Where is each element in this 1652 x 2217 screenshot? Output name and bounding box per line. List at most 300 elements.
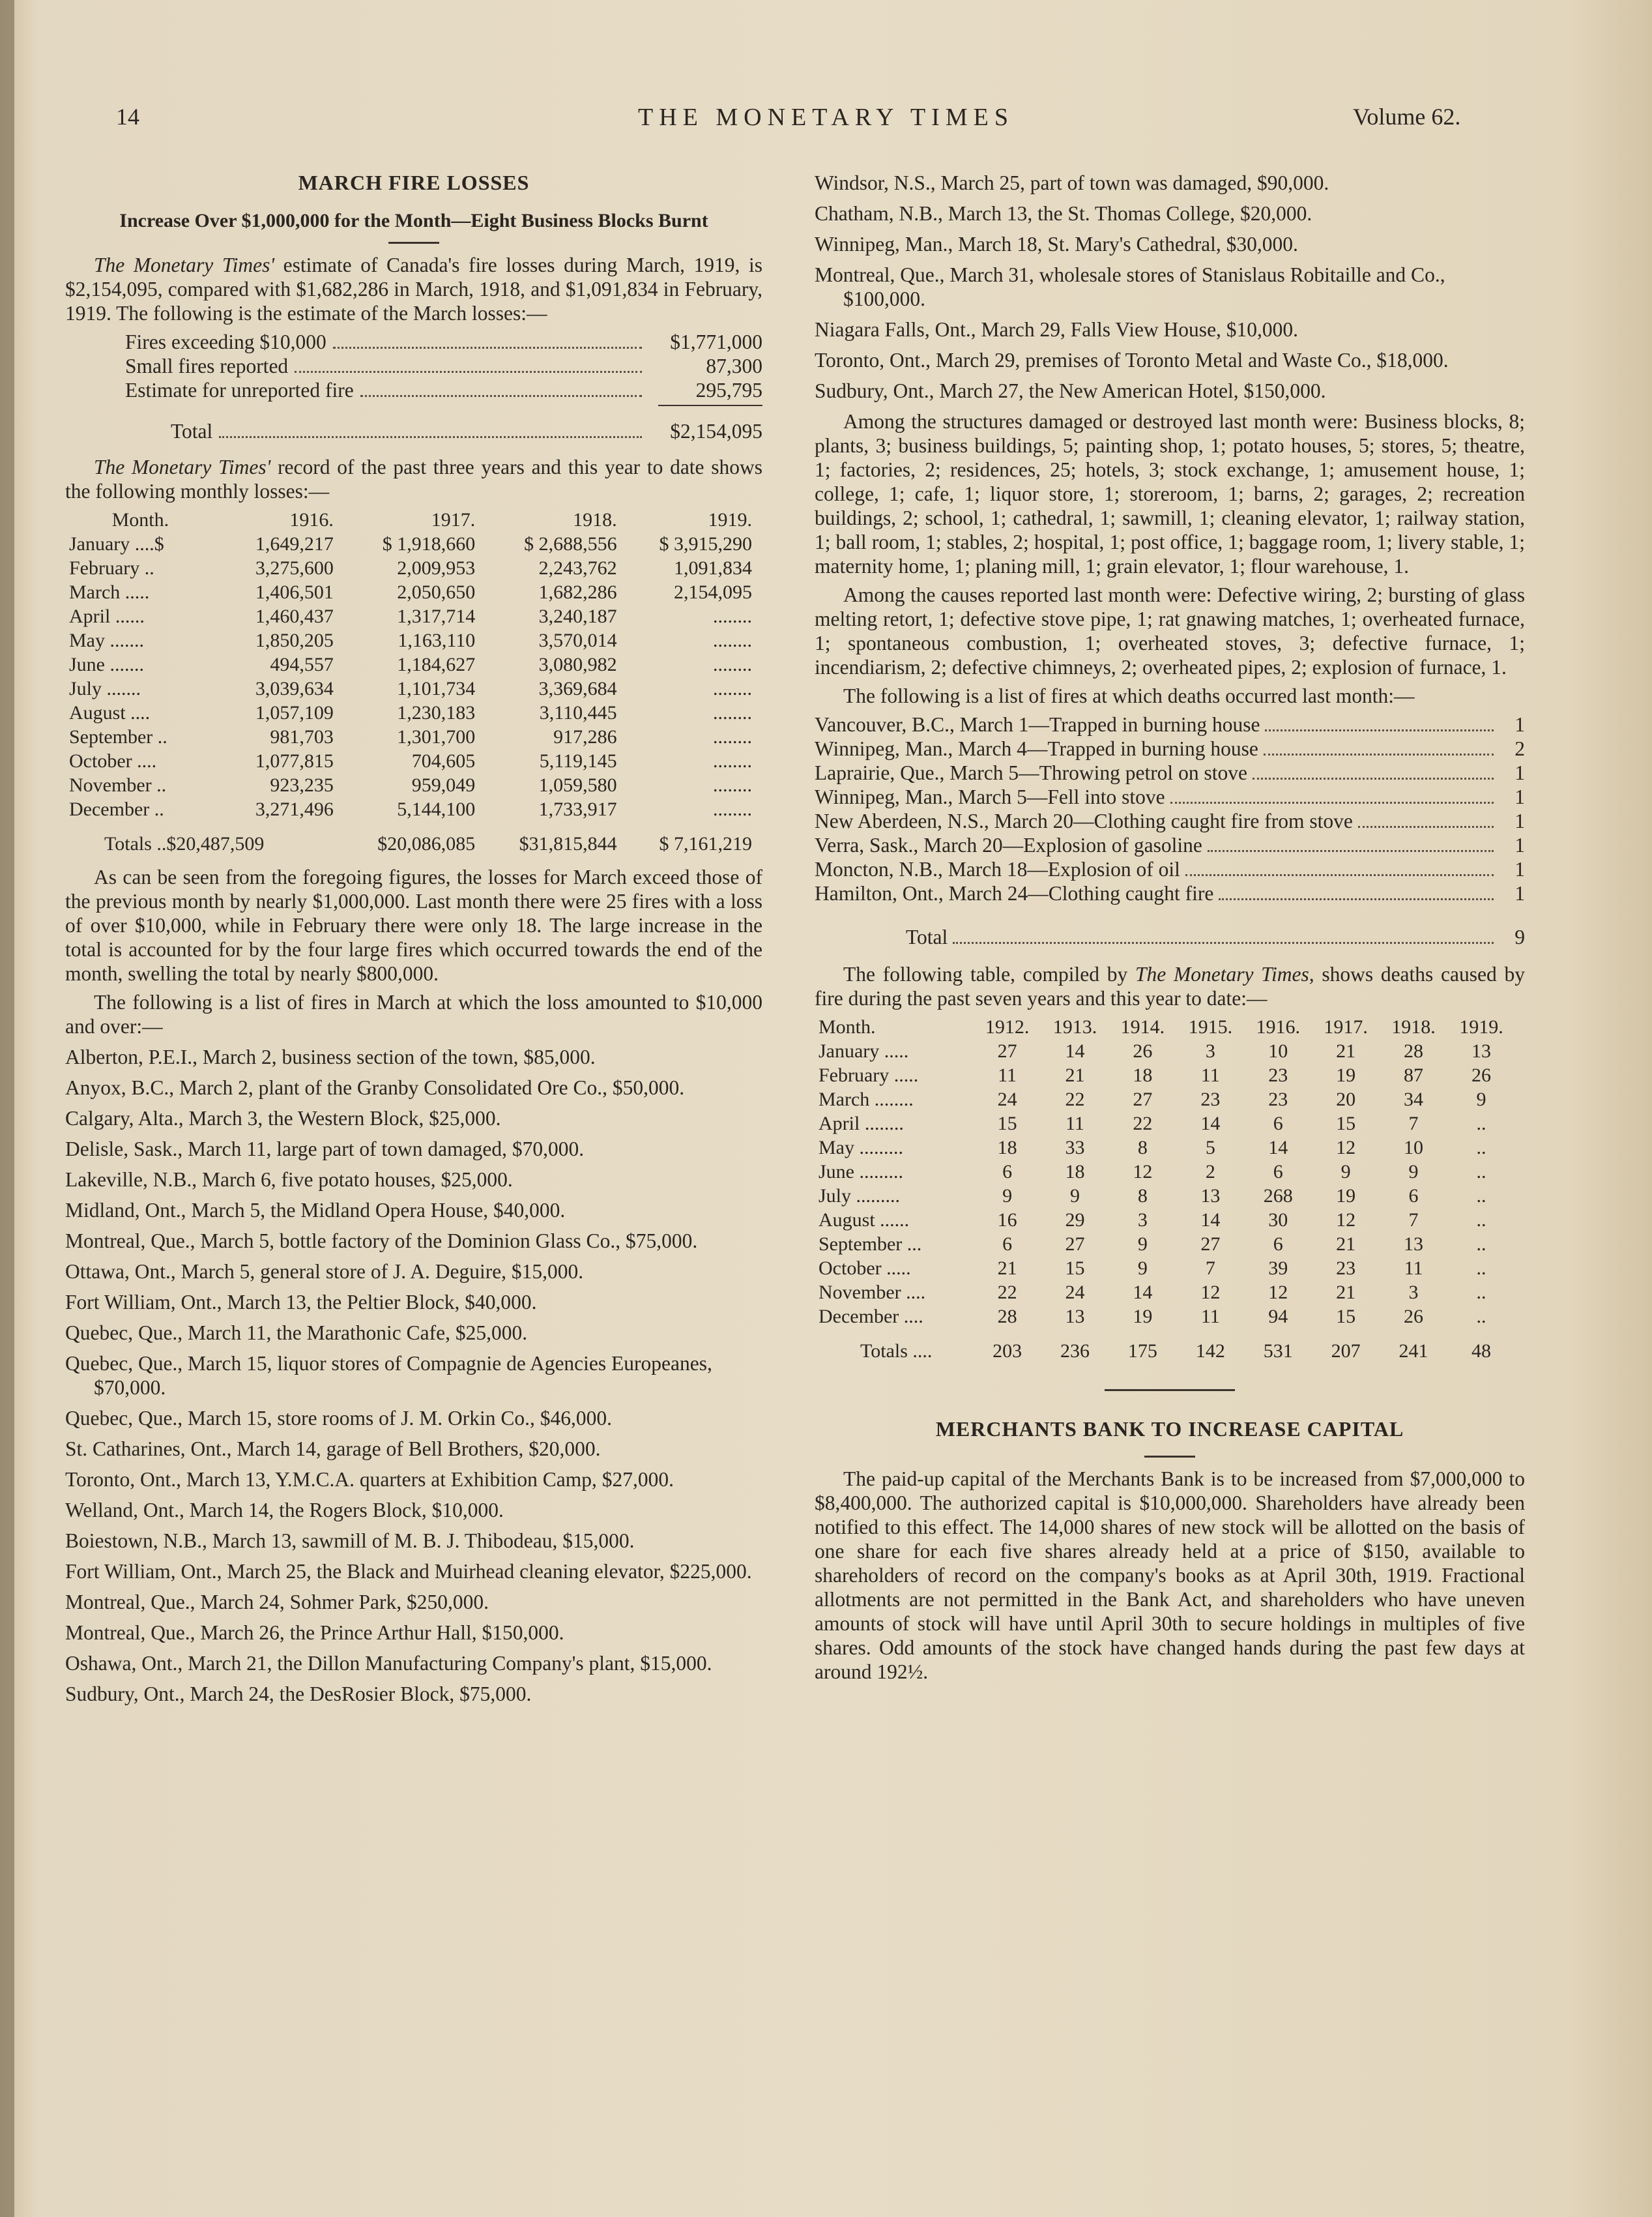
table-row bbox=[65, 797, 756, 821]
table-cell: 16 bbox=[997, 1209, 1017, 1231]
death-description: Winnipeg, Man., March 4—Trapped in burning house bbox=[815, 737, 1258, 760]
list-item: Midland, Ont., March 5, the Midland Opera House, $40,000. bbox=[65, 1199, 566, 1222]
table-cell: 27 bbox=[1200, 1233, 1221, 1255]
table-cell: .. bbox=[1476, 1161, 1486, 1182]
table-cell: March ........ bbox=[819, 1089, 914, 1110]
totals-row bbox=[815, 1329, 1515, 1363]
death-count: 1 bbox=[1514, 785, 1525, 808]
table-cell: 21 bbox=[1336, 1040, 1356, 1062]
table-cell: 1,460,437 bbox=[255, 606, 334, 627]
table-cell: 3,369,684 bbox=[538, 678, 617, 699]
list-item: Welland, Ont., March 14, the Rogers Block, $10,000. bbox=[65, 1499, 504, 1521]
death-entry bbox=[815, 881, 1525, 905]
table-cell: 12 bbox=[1336, 1209, 1356, 1231]
column-header: 1916. bbox=[289, 509, 334, 531]
table-cell: 2,050,650 bbox=[397, 581, 476, 603]
death-description: Moncton, N.B., March 18—Explosion of oil bbox=[815, 858, 1180, 881]
table-row bbox=[815, 1256, 1515, 1280]
table-row bbox=[815, 1111, 1515, 1136]
estimate-amount: 87,300 bbox=[706, 355, 762, 377]
estimate-total: Total $2,154,095 bbox=[171, 420, 762, 443]
table-cell: 20 bbox=[1336, 1089, 1356, 1110]
table-cell: $ 3,915,290 bbox=[659, 533, 752, 555]
list-item: Montreal, Que., March 26, the Prince Arthur Hall, $150,000. bbox=[65, 1621, 564, 1644]
column-header: Month. bbox=[819, 1016, 876, 1038]
table-cell: 13 bbox=[1065, 1306, 1085, 1327]
list-item: Quebec, Que., March 15, liquor stores of Compagnie de Agencies Europeanes, $70,000. bbox=[65, 1352, 712, 1399]
column-header: Month. bbox=[111, 509, 169, 531]
table-cell: 23 bbox=[1268, 1089, 1288, 1110]
list-item: Montreal, Que., March 31, wholesale stores of Stanislaus Robitaille and Co., $100,000. bbox=[815, 263, 1445, 310]
dot-leader bbox=[1185, 874, 1494, 876]
totals-cell: 531 bbox=[1263, 1340, 1293, 1362]
table-cell: 19 bbox=[1336, 1185, 1356, 1207]
death-entry bbox=[815, 761, 1525, 785]
list-item: Quebec, Que., March 11, the Marathonic Cafe, $25,000. bbox=[65, 1321, 528, 1344]
estimate-amount: $1,771,000 bbox=[670, 330, 762, 353]
estimate-row bbox=[125, 378, 762, 402]
list-item: Ottawa, Ont., March 5, general store of J. A. Deguire, $15,000. bbox=[65, 1260, 584, 1283]
table-cell: May ......... bbox=[819, 1137, 903, 1158]
dot-leader bbox=[1208, 850, 1494, 852]
table-cell: November .... bbox=[819, 1282, 926, 1303]
table-cell: 18 bbox=[1065, 1161, 1085, 1182]
totals-cell: $31,815,844 bbox=[519, 833, 617, 855]
table-cell: 2,243,762 bbox=[538, 557, 617, 579]
table-cell: ........ bbox=[713, 606, 752, 627]
column-header: 1917. bbox=[1324, 1016, 1368, 1038]
table-cell: August ...... bbox=[819, 1209, 910, 1231]
table-cell: 18 bbox=[1133, 1064, 1153, 1086]
table-cell: 3 bbox=[1408, 1282, 1419, 1303]
table-cell: July ....... bbox=[69, 678, 141, 699]
table-cell: 3,240,187 bbox=[538, 606, 617, 627]
table-cell: 1,184,627 bbox=[397, 654, 476, 675]
totals-cell: 203 bbox=[993, 1340, 1022, 1362]
column-header: 1913. bbox=[1052, 1016, 1097, 1038]
table-cell: ........ bbox=[713, 678, 752, 699]
table-cell: 23 bbox=[1200, 1089, 1221, 1110]
table-cell: December .... bbox=[819, 1306, 923, 1327]
list-item: Sudbury, Ont., March 24, the DesRosier Block, $75,000. bbox=[65, 1682, 532, 1705]
death-count: 1 bbox=[1514, 858, 1525, 881]
table-row bbox=[65, 532, 756, 556]
article-title: MARCH FIRE LOSSES bbox=[298, 171, 530, 194]
table-cell: 14 bbox=[1200, 1113, 1221, 1134]
table-row bbox=[815, 1304, 1515, 1329]
dot-leader bbox=[333, 347, 642, 349]
column-header: 1917. bbox=[431, 509, 476, 531]
table-cell: 34 bbox=[1404, 1089, 1424, 1110]
table-cell: 704,605 bbox=[411, 750, 476, 772]
totals-cell: 207 bbox=[1331, 1340, 1361, 1362]
table-cell: 27 bbox=[1065, 1233, 1085, 1255]
table-row bbox=[815, 1087, 1515, 1111]
table-cell: 1,317,714 bbox=[397, 606, 476, 627]
deaths-total: Total 9 bbox=[906, 926, 1525, 948]
table-cell: .. bbox=[1476, 1282, 1486, 1303]
table-cell: 923,235 bbox=[270, 774, 334, 796]
table-cell: May ....... bbox=[69, 630, 144, 651]
table-row bbox=[65, 725, 756, 749]
table-cell: November .. bbox=[69, 774, 167, 796]
table-cell: 2,009,953 bbox=[397, 557, 476, 579]
masthead: THE MONETARY TIMES bbox=[638, 104, 1014, 131]
table-cell: 9 bbox=[1408, 1161, 1419, 1182]
table-row bbox=[65, 628, 756, 653]
table-cell: June ....... bbox=[69, 654, 144, 675]
table-cell: 22 bbox=[1065, 1089, 1085, 1110]
list-item: Winnipeg, Man., March 18, St. Mary's Cathedral, $30,000. bbox=[815, 233, 1298, 256]
table-cell: .. bbox=[1476, 1113, 1486, 1134]
list-item: Lakeville, N.B., March 6, five potato houses, $25,000. bbox=[65, 1168, 513, 1191]
totals-row bbox=[65, 821, 756, 856]
volume-label: Volume 62. bbox=[1353, 104, 1461, 130]
table-cell: 15 bbox=[1336, 1113, 1356, 1134]
table-row bbox=[65, 604, 756, 628]
dot-leader bbox=[1358, 826, 1494, 828]
table-cell: 5,144,100 bbox=[397, 799, 476, 820]
column-header: 1915. bbox=[1188, 1016, 1233, 1038]
totals-cell: $ 7,161,219 bbox=[659, 833, 752, 855]
death-description: Vancouver, B.C., March 1—Trapped in burning house bbox=[815, 713, 1260, 736]
table-cell: 14 bbox=[1200, 1209, 1221, 1231]
list-item: Oshawa, Ont., March 21, the Dillon Manufacturing Company's plant, $15,000. bbox=[65, 1652, 712, 1675]
dot-leader bbox=[1264, 754, 1494, 756]
table-cell: June ......... bbox=[819, 1161, 903, 1182]
table-cell: October ..... bbox=[819, 1257, 911, 1279]
table-cell: 1,649,217 bbox=[255, 533, 334, 555]
table-cell: 3 bbox=[1205, 1040, 1215, 1062]
table-row bbox=[815, 1208, 1515, 1232]
table-cell: 19 bbox=[1133, 1306, 1153, 1327]
death-entry bbox=[815, 809, 1525, 833]
list-item: Fort William, Ont., March 13, the Peltier Block, $40,000. bbox=[65, 1291, 537, 1314]
table-cell: $ 2,688,556 bbox=[524, 533, 617, 555]
table-cell: January ....$ bbox=[69, 533, 164, 555]
list-item: Chatham, N.B., March 13, the St. Thomas College, $20,000. bbox=[815, 202, 1312, 225]
table-cell: October .... bbox=[69, 750, 157, 772]
table-cell: .. bbox=[1476, 1185, 1486, 1207]
table-row bbox=[815, 1232, 1515, 1256]
column-header: 1919. bbox=[1459, 1016, 1503, 1038]
list-item: Anyox, B.C., March 2, plant of the Granby Consolidated Ore Co., $50,000. bbox=[65, 1076, 685, 1099]
estimate-list bbox=[65, 330, 762, 443]
table-cell: 23 bbox=[1336, 1257, 1356, 1279]
table-cell: 3,039,634 bbox=[255, 678, 334, 699]
table-cell: 5,119,145 bbox=[539, 750, 617, 772]
table-cell: ........ bbox=[713, 630, 752, 651]
table-cell: 268 bbox=[1263, 1185, 1293, 1207]
table-cell: 21 bbox=[1065, 1064, 1085, 1086]
table-cell: 6 bbox=[1002, 1161, 1013, 1182]
table-cell: 14 bbox=[1065, 1040, 1085, 1062]
table-cell: 9 bbox=[1002, 1185, 1013, 1207]
table-cell: 15 bbox=[1336, 1306, 1356, 1327]
totals-cell: $20,086,085 bbox=[377, 833, 476, 855]
table-cell: 1,091,834 bbox=[674, 557, 752, 579]
table-cell: .. bbox=[1476, 1306, 1486, 1327]
dot-leader bbox=[1253, 778, 1494, 780]
table-cell: 6 bbox=[1273, 1161, 1283, 1182]
list-item: Fort William, Ont., March 25, the Black and Muirhead cleaning elevator, $225,000. bbox=[65, 1560, 752, 1583]
estimate-amount: 295,795 bbox=[695, 379, 762, 402]
table-cell: .. bbox=[1476, 1137, 1486, 1158]
table-cell: 1,057,109 bbox=[255, 702, 334, 724]
table-cell: 1,101,734 bbox=[397, 678, 476, 699]
table-cell: 27 bbox=[997, 1040, 1017, 1062]
table-cell: 959,049 bbox=[411, 774, 476, 796]
table-cell: 28 bbox=[1404, 1040, 1424, 1062]
divider bbox=[1144, 1456, 1195, 1458]
death-description: Hamilton, Ont., March 24—Clothing caught fire bbox=[815, 882, 1214, 905]
table-cell: ........ bbox=[713, 654, 752, 675]
right-column bbox=[815, 171, 1525, 1688]
column-header: 1919. bbox=[708, 509, 752, 531]
table-cell: .. bbox=[1476, 1233, 1486, 1255]
list-item: Windsor, N.S., March 25, part of town was damaged, $90,000. bbox=[815, 171, 1329, 194]
table-cell: 9 bbox=[1070, 1185, 1080, 1207]
table-cell: 24 bbox=[1065, 1282, 1085, 1303]
table-cell: 7 bbox=[1408, 1209, 1419, 1231]
table-cell: 12 bbox=[1336, 1137, 1356, 1158]
table-cell: 11 bbox=[1200, 1064, 1220, 1086]
death-count: 1 bbox=[1514, 882, 1525, 905]
seven-years-paragraph: The following table, compiled by The Monetary Times, shows deaths caused by fire during the past seven years and this year to date:— bbox=[815, 963, 1525, 1010]
record-paragraph: The Monetary Times' record of the past three years and this year to date shows the following monthly losses:— bbox=[65, 456, 762, 503]
table-cell: 3,110,445 bbox=[539, 702, 617, 724]
table-cell: .. bbox=[1476, 1209, 1486, 1231]
table-cell: 6 bbox=[1002, 1233, 1013, 1255]
death-entry bbox=[815, 785, 1525, 809]
death-entry bbox=[815, 737, 1525, 761]
table-cell: January ..... bbox=[819, 1040, 909, 1062]
table-cell: 1,733,917 bbox=[538, 799, 617, 820]
table-cell: ........ bbox=[713, 726, 752, 748]
table-row bbox=[65, 580, 756, 604]
death-count: 1 bbox=[1514, 834, 1525, 857]
estimate-label: Estimate for unreported fire bbox=[125, 379, 354, 402]
table-cell: 1,077,815 bbox=[255, 750, 334, 772]
table-cell: 12 bbox=[1200, 1282, 1221, 1303]
article2-body: The paid-up capital of the Merchants Bank is to be increased from $7,000,000 to $8,400,000. The authorized capital is $10,000,000. Shareholders have already been notified to this effect. The 14,000 shares of new stock will be allotted on the basis of one share for each five shares already held at a price of $150, available to shareholders of record on the company's books as at April 30th, 1919. Fractional allotments are not permitted in the Bank Act, and shareholders who have uneven amounts of stock will have until April 30th to secure holdings in multiples of five shares. Odd amounts of the stock have changed hands during the past few days at around 192½. bbox=[815, 1467, 1525, 1683]
table-row bbox=[815, 1280, 1515, 1304]
table-cell: 9 bbox=[1137, 1257, 1148, 1279]
table-cell: 494,557 bbox=[270, 654, 334, 675]
table-cell: 87 bbox=[1404, 1064, 1424, 1086]
fires-list bbox=[65, 1045, 762, 1706]
causes-paragraph: Among the causes reported last month were: Defective wiring, 2; bursting of glass melting retort, 1; defective stove pipe, 1; rat gnawing matches, 1; overheated furnace, 1; spontaneous combustion, 1; overheated stoves, 3; defective furnace, 1; incendiarism, 2; defective chimneys, 2; overheated pipes, 2; explosion of furnace, 1. bbox=[815, 583, 1525, 679]
table-cell: 27 bbox=[1133, 1089, 1153, 1110]
table-cell: 981,703 bbox=[270, 726, 334, 748]
list-item: Quebec, Que., March 15, store rooms of J. M. Orkin Co., $46,000. bbox=[65, 1407, 612, 1430]
table-cell: 7 bbox=[1205, 1257, 1215, 1279]
list-item: Niagara Falls, Ont., March 29, Falls View House, $10,000. bbox=[815, 318, 1299, 341]
estimate-label: Fires exceeding $10,000 bbox=[125, 330, 326, 353]
table-cell: 6 bbox=[1273, 1113, 1283, 1134]
totals-cell: 142 bbox=[1195, 1340, 1225, 1362]
table-cell: 23 bbox=[1268, 1064, 1288, 1086]
table-cell: 39 bbox=[1268, 1257, 1288, 1279]
table-cell: 1,850,205 bbox=[255, 630, 334, 651]
table-cell: .. bbox=[1476, 1257, 1486, 1279]
death-entry bbox=[815, 712, 1525, 737]
deaths-intro: The following is a list of fires at which deaths occurred last month:— bbox=[843, 684, 1415, 707]
table-cell: 21 bbox=[997, 1257, 1017, 1279]
table-cell: 3,570,014 bbox=[538, 630, 617, 651]
table-cell: 29 bbox=[1065, 1209, 1085, 1231]
table-cell: 13 bbox=[1200, 1185, 1221, 1207]
table-cell: 13 bbox=[1471, 1040, 1491, 1062]
table-row bbox=[815, 1063, 1515, 1087]
table-cell: August .... bbox=[69, 702, 151, 724]
table-cell: 22 bbox=[997, 1282, 1017, 1303]
death-count: 1 bbox=[1514, 713, 1525, 736]
table-cell: ........ bbox=[713, 774, 752, 796]
table-cell: 11 bbox=[1404, 1257, 1423, 1279]
table-cell: 26 bbox=[1133, 1040, 1153, 1062]
table-cell: 18 bbox=[997, 1137, 1017, 1158]
table-cell: 1,406,501 bbox=[255, 581, 334, 603]
estimate-row bbox=[125, 330, 762, 354]
table-row bbox=[65, 773, 756, 797]
totals-cell: 175 bbox=[1127, 1340, 1157, 1362]
total-rule bbox=[658, 405, 762, 406]
deaths-list bbox=[815, 712, 1525, 905]
table-cell: September ... bbox=[819, 1233, 922, 1255]
table-cell: April ...... bbox=[69, 606, 145, 627]
table-cell: 9 bbox=[1476, 1089, 1486, 1110]
table-row bbox=[65, 677, 756, 701]
list-item: Alberton, P.E.I., March 2, business section of the town, $85,000. bbox=[65, 1046, 596, 1068]
column-header: 1916. bbox=[1256, 1016, 1300, 1038]
table-cell: 3,275,600 bbox=[255, 557, 334, 579]
table-cell: 26 bbox=[1404, 1306, 1424, 1327]
table-cell: 24 bbox=[997, 1089, 1017, 1110]
dot-leader bbox=[1265, 729, 1494, 731]
table-cell: ........ bbox=[713, 799, 752, 820]
dot-leader bbox=[360, 395, 642, 397]
death-entry bbox=[815, 833, 1525, 857]
table-cell: $ 1,918,660 bbox=[382, 533, 476, 555]
death-count: 2 bbox=[1514, 737, 1525, 760]
column-header: 1912. bbox=[985, 1016, 1030, 1038]
intro-paragraph: The Monetary Times' estimate of Canada's fire losses during March, 1919, is $2,154,095, compared with $1,682,286 in March, 1918, and $1,091,834 in February, 1919. The following is the estimate of the March losses:— bbox=[65, 254, 762, 325]
table-cell: 1,682,286 bbox=[538, 581, 617, 603]
table-cell: 14 bbox=[1268, 1137, 1288, 1158]
table-cell: 33 bbox=[1065, 1137, 1085, 1158]
list-intro: The following is a list of fires in March at which the loss amounted to $10,000 and over:— bbox=[65, 991, 762, 1038]
table-cell: 1,163,110 bbox=[398, 630, 476, 651]
column-header: 1918. bbox=[573, 509, 617, 531]
article-subtitle: Increase Over $1,000,000 for the Month—Eight Business Blocks Burnt bbox=[119, 210, 708, 231]
page-spine-shadow bbox=[0, 0, 14, 2217]
list-item: Montreal, Que., March 24, Sohmer Park, $250,000. bbox=[65, 1591, 489, 1613]
table-row bbox=[815, 1039, 1515, 1063]
table-cell: April ........ bbox=[819, 1113, 904, 1134]
list-item: Montreal, Que., March 5, bottle factory of the Dominion Glass Co., $75,000. bbox=[65, 1229, 698, 1252]
table-cell: 6 bbox=[1273, 1233, 1283, 1255]
death-description: Laprairie, Que., March 5—Throwing petrol on stove bbox=[815, 761, 1247, 784]
table-cell: 10 bbox=[1404, 1137, 1424, 1158]
table-cell: 30 bbox=[1268, 1209, 1288, 1231]
page-header bbox=[0, 103, 1652, 136]
table-cell: 10 bbox=[1268, 1040, 1288, 1062]
table-cell: ........ bbox=[713, 750, 752, 772]
page-number: 14 bbox=[116, 104, 139, 130]
monthly-losses-table bbox=[65, 508, 756, 856]
table-cell: 9 bbox=[1137, 1233, 1148, 1255]
column-header: 1914. bbox=[1120, 1016, 1165, 1038]
death-count: 1 bbox=[1514, 810, 1525, 832]
fire-deaths-table bbox=[815, 1015, 1515, 1363]
table-cell: December .. bbox=[69, 799, 164, 820]
dot-leader bbox=[1170, 802, 1494, 804]
table-cell: 12 bbox=[1268, 1282, 1288, 1303]
table-cell: 14 bbox=[1133, 1282, 1153, 1303]
totals-label: Totals ..$20,487,509 bbox=[104, 833, 265, 855]
table-cell: 21 bbox=[1336, 1282, 1356, 1303]
table-cell: 9 bbox=[1340, 1161, 1351, 1182]
article2-title: MERCHANTS BANK TO INCREASE CAPITAL bbox=[935, 1417, 1404, 1441]
section-divider bbox=[1105, 1389, 1235, 1391]
table-cell: 7 bbox=[1408, 1113, 1419, 1134]
list-item: Sudbury, Ont., March 27, the New American Hotel, $150,000. bbox=[815, 379, 1326, 402]
fires-list-continued bbox=[815, 171, 1525, 403]
death-count: 1 bbox=[1514, 761, 1525, 784]
list-item: Boiestown, N.B., March 13, sawmill of M. B. J. Thibodeau, $15,000. bbox=[65, 1529, 635, 1552]
table-cell: 11 bbox=[1200, 1306, 1220, 1327]
totals-cell: 48 bbox=[1471, 1340, 1491, 1362]
table-cell: 3,271,496 bbox=[255, 799, 334, 820]
table-row bbox=[815, 1160, 1515, 1184]
table-cell: 26 bbox=[1471, 1064, 1491, 1086]
column-header: 1918. bbox=[1391, 1016, 1436, 1038]
table-cell: 28 bbox=[997, 1306, 1017, 1327]
analysis-paragraph: As can be seen from the foregoing figures, the losses for March exceed those of the previous month by nearly $1,000,000. Last month there were 25 fires with a loss of over $10,000, while in February there were only 18. The large increase in the total is accounted for by the four large fires which occurred towards the end of the month, swelling the total by nearly $800,000. bbox=[65, 866, 762, 985]
table-cell: 917,286 bbox=[553, 726, 617, 748]
totals-cell: Totals .... bbox=[860, 1340, 933, 1362]
table-cell: 13 bbox=[1404, 1233, 1424, 1255]
table-cell: 11 bbox=[1065, 1113, 1084, 1134]
table-cell: 11 bbox=[998, 1064, 1017, 1086]
table-cell: 15 bbox=[997, 1113, 1017, 1134]
estimate-row bbox=[125, 354, 762, 378]
table-cell: 3,080,982 bbox=[538, 654, 617, 675]
table-cell: 1,059,580 bbox=[538, 774, 617, 796]
table-row bbox=[65, 701, 756, 725]
table-cell: 94 bbox=[1268, 1306, 1288, 1327]
table-cell: 2,154,095 bbox=[674, 581, 752, 603]
table-row bbox=[815, 1136, 1515, 1160]
table-cell: 21 bbox=[1336, 1233, 1356, 1255]
totals-cell: 241 bbox=[1398, 1340, 1428, 1362]
table-cell: September .. bbox=[69, 726, 167, 748]
table-cell: 2 bbox=[1205, 1161, 1215, 1182]
table-cell: ........ bbox=[713, 702, 752, 724]
list-item: Delisle, Sask., March 11, large part of town damaged, $70,000. bbox=[65, 1138, 585, 1160]
estimate-label: Small fires reported bbox=[125, 355, 289, 377]
table-row bbox=[65, 749, 756, 773]
table-cell: 8 bbox=[1137, 1185, 1148, 1207]
table-cell: 22 bbox=[1133, 1113, 1153, 1134]
table-cell: 6 bbox=[1408, 1185, 1419, 1207]
table-cell: March ..... bbox=[69, 581, 150, 603]
totals-cell: 236 bbox=[1060, 1340, 1090, 1362]
structures-paragraph: Among the structures damaged or destroyed last month were: Business blocks, 8; plants, 3; business buildings, 5; painting shop, 1; potato houses, 5; stores, 5; theatre, 1; factories, 2; residences, 25; hotels, 3; stock exchange, 1; amusement house, 1; college, 1; cafe, 1; liquor store, 1; storeroom, 1; barns, 2; garages, 2; recreation buildings, 2; school, 1; cathedral, 1; sawmill, 1; cleaning elevator, 1; railway station, 1; ball room, 1; stables, 2; hospital, 1; post office, 1; baggage room, 1; livery stable, 1; maternity home, 1; planing mill, 1; grain elevator, 1; flour warehouse, 1. bbox=[815, 410, 1525, 578]
table-cell: 15 bbox=[1065, 1257, 1085, 1279]
table-row bbox=[815, 1184, 1515, 1208]
